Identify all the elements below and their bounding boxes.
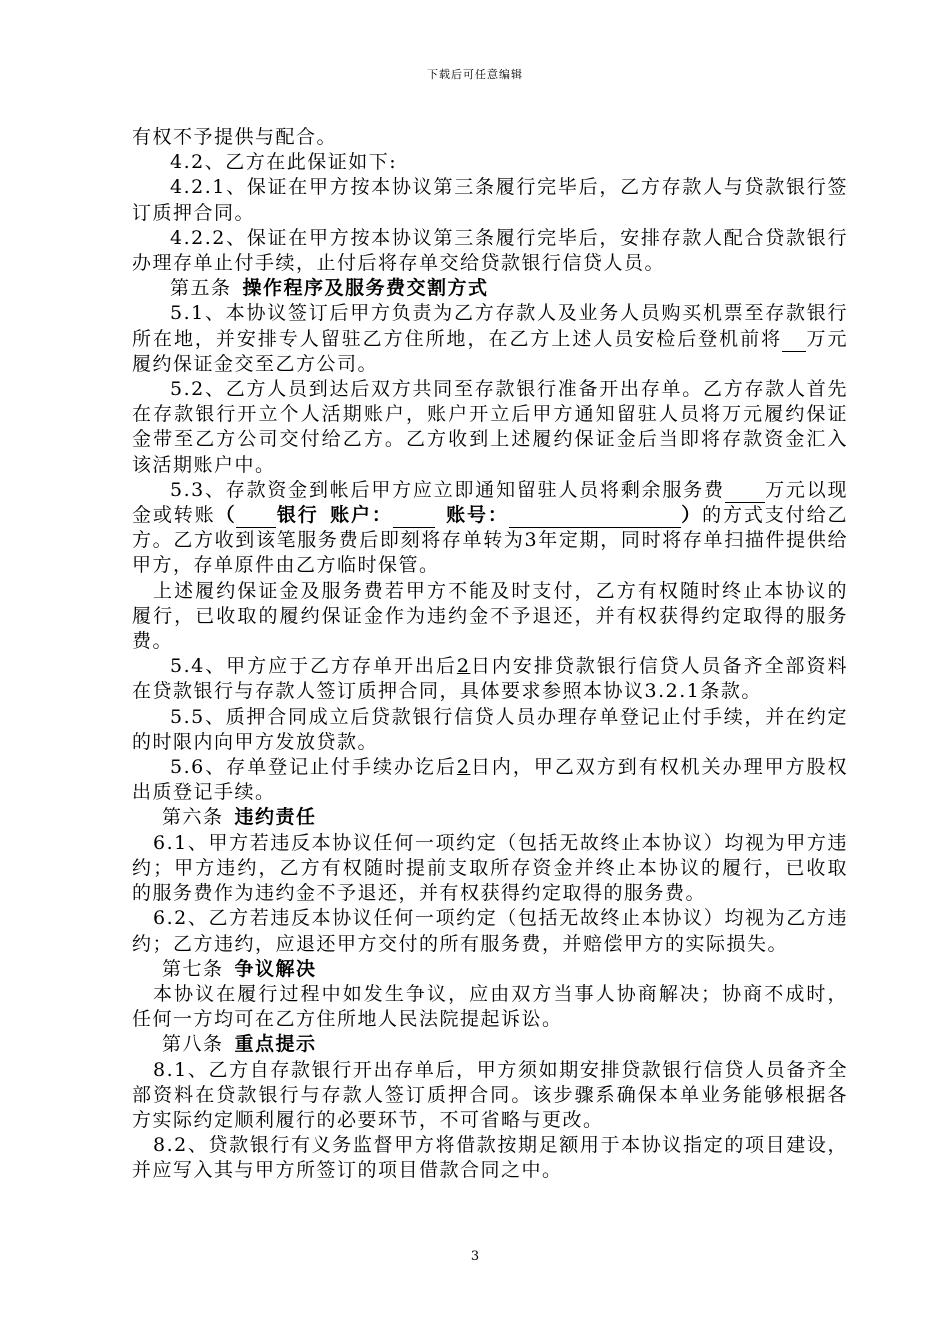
article-5-label: 第五条 xyxy=(170,277,232,300)
paragraph-5-3 xyxy=(132,478,848,579)
paragraph-5-3-note: 上述履约保证金及服务费若甲方不能及时支付，乙方有权随时终止本协议的履行，已收取的履约保证金作为违约金不予退还，并有权获得约定取得的服务费。 xyxy=(132,579,848,653)
open-paren: （ xyxy=(215,504,237,527)
paragraph-4-1-end: 有权不予提供与配合。 xyxy=(132,126,338,148)
paragraph-6-1: 6.1、甲方若违反本协议任何一项约定（包括无故终止本协议）均视为甲方违约；甲方违约，乙方有权随时提前支取所存资金并终止本协议的履行，已收取的服务费作为违约金不予退还，并有权获得约定取得的服务费。 xyxy=(132,831,848,905)
paragraph-6-2: 6.2、乙方若违反本协议任何一项约定（包括无故终止本协议）均视为乙方违约；乙方违约，应退还甲方交付的所有服务费，并赔偿甲方的实际损失。 xyxy=(132,907,848,955)
account-label: 账户： xyxy=(329,504,393,527)
article-5-title: 操作程序及服务费交割方式 xyxy=(242,277,489,300)
paragraph-5-4-tail: 日内安排贷款银行信贷人员备齐全部资料在贷款银行与存款人签订质押合同，具体要求参照本协议3.2.1条款。 xyxy=(132,655,848,703)
paragraph-5-3-text: 5.3、存款资金到帐后甲方应立即通知留驻人员将剩余服务费 xyxy=(170,478,725,501)
document-body xyxy=(132,125,848,1184)
paragraph-5-2: 5.2、乙方人员到达后双方共同至存款银行准备开出存单。乙方存款人首先在存款银行开立个人活期账户，账户开立后甲方通知留驻人员将万元履约保证金带至乙方公司交付给乙方。乙方收到上述履约保证金后当即将存款资金汇入该活期账户中。 xyxy=(132,378,848,476)
remaining-fee-blank xyxy=(725,482,765,503)
paragraph-5-4-text: 5.4、甲方应于乙方存单开出后 xyxy=(170,655,457,678)
paragraph-5-6 xyxy=(132,755,848,805)
paragraph-5-3-tail: 的方式支付给乙方。乙方收到该笔服务费后即刻将存单转为3年定期，同时将存单扫描件提供给甲方，存单原件由乙方临时保管。 xyxy=(132,504,848,577)
bank-label: 银行 xyxy=(276,504,319,527)
bank-blank xyxy=(236,507,276,528)
paragraph-8-1: 8.1、乙方自存款银行开出存单后，甲方须如期安排贷款银行信贷人员备齐全部资料在贷款银行与存款人签订质押合同。该步骤系确保本单业务能够根据各方实际约定顺利履行的必要环节，不可省略与更改。 xyxy=(132,1058,848,1131)
paragraph-4-2-2: 4.2.2、保证在甲方按本协议第三条履行完毕后，安排存款人配合贷款银行办理存单止付手续，止付后将存单交给贷款银行信贷人员。 xyxy=(132,226,848,275)
article-6-label: 第六条 xyxy=(162,806,224,829)
amount-blank xyxy=(782,331,806,352)
paragraph-8-2: 8.2、贷款银行有义务监督甲方将借款按期足额用于本协议指定的项目建设，并应写入其与甲方所签订的项目借款合同之中。 xyxy=(132,1134,848,1182)
article-5-heading xyxy=(132,276,848,301)
article-6-heading xyxy=(132,805,848,830)
paragraph-5-1-text: 5.1、本协议签订后甲方负责为乙方存款人及业务人员购买机票至存款银行所在地，并安排专人留驻乙方住所地，在乙方上述人员安检后登机前将 xyxy=(132,302,848,350)
days-number: 2 xyxy=(456,655,471,678)
page-header: 下载后可任意编辑 xyxy=(427,68,523,81)
account-number-blank xyxy=(509,507,681,528)
article-7-heading xyxy=(132,957,848,982)
paragraph-5-1-tail: 万元履约保证金交至乙方公司。 xyxy=(132,327,848,375)
paragraph-4-2-1: 4.2.1、保证在甲方按本协议第三条履行完毕后，乙方存款人与贷款银行签订质押合同。 xyxy=(132,176,848,224)
account-number-label: 账号： xyxy=(445,504,509,527)
article-7-title: 争议解决 xyxy=(234,957,317,980)
paragraph-5-5: 5.5、质押合同成立后贷款银行信贷人员办理存单登记止付手续，并在约定的时限内向甲方发放贷款。 xyxy=(132,705,848,753)
article-8-label: 第八条 xyxy=(162,1033,224,1056)
article-6-title: 违约责任 xyxy=(234,806,317,829)
article-7-label: 第七条 xyxy=(162,957,224,980)
paragraph-5-3-mid: 万元以现金或转账 xyxy=(132,478,848,527)
article-8-heading xyxy=(132,1032,848,1057)
paragraph-5-6-tail: 日内，甲乙双方到有权机关办理甲方股权出质登记手续。 xyxy=(132,756,848,804)
page-number: 3 xyxy=(470,1249,480,1264)
paragraph-5-6-text: 5.6、存单登记止付手续办讫后 xyxy=(170,756,457,779)
paragraph-5-4 xyxy=(132,654,848,704)
account-blank xyxy=(393,507,435,528)
paragraph-4-2: 4.2、乙方在此保证如下: xyxy=(170,151,398,174)
paragraph-5-1 xyxy=(132,301,848,377)
paragraph-7: 本协议在履行过程中如发生争议，应由双方当事人协商解决；协商不成时，任何一方均可在乙方住所地人民法院提起诉讼。 xyxy=(132,982,848,1031)
article-8-title: 重点提示 xyxy=(234,1033,317,1056)
close-paren: ） xyxy=(680,504,703,527)
days-number: 2 xyxy=(456,756,471,779)
